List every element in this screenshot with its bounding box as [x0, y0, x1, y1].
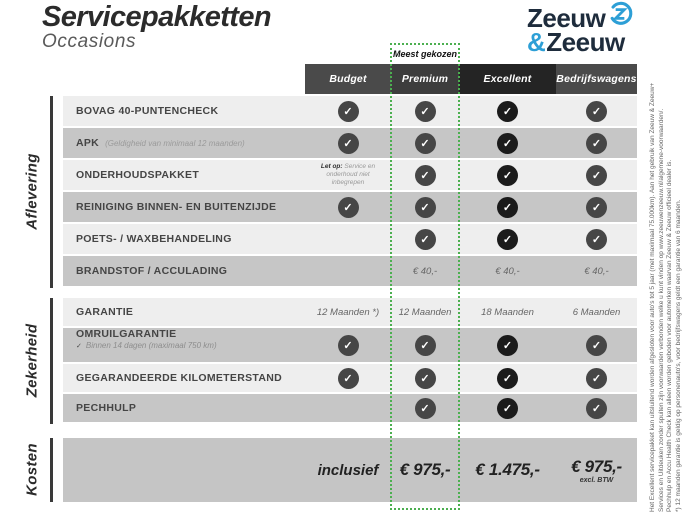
check-icon: ✓	[497, 133, 518, 154]
table-row-pechhulp	[63, 394, 637, 422]
row-label: REINIGING BINNEN- EN BUITENZIJDE	[76, 201, 277, 213]
row-label: BOVAG 40-PUNTENCHECK	[76, 105, 219, 117]
check-icon: ✓	[497, 101, 518, 122]
check-icon: ✓	[586, 229, 607, 250]
check-icon: ✓	[586, 101, 607, 122]
check-icon: ✓	[415, 335, 436, 356]
check-icon: ✓	[415, 398, 436, 419]
column-header-bedrijfswagens: Bedrijfswagens	[556, 64, 637, 94]
check-icon: ✓	[415, 165, 436, 186]
zeeuw-zeeuw-logo	[527, 2, 633, 57]
check-icon: ✓	[338, 335, 359, 356]
check-icon: ✓	[497, 398, 518, 419]
duration-value: 12 Maanden *)	[316, 306, 380, 318]
zekerheid-bar	[50, 298, 53, 424]
row-label: BRANDSTOF / ACCULADING	[76, 265, 228, 277]
check-icon: ✓	[497, 368, 518, 389]
footnotes	[649, 6, 683, 512]
page-subtitle: Occasions	[42, 31, 137, 52]
table-row-brandstof	[63, 256, 637, 286]
table-row-kosten	[63, 438, 637, 502]
check-icon: ✓	[338, 133, 359, 154]
inclusief-label: inclusief	[317, 461, 379, 479]
footnote-line: Het Excellent servicepakket kan uitsluitend worden afgesloten voor auto's tot 5 jaar (met maximaal 75.000km). Aan het gebruik van Zeeuw & Zeeuw+	[649, 82, 656, 512]
table-header-row	[63, 64, 637, 94]
meest-gekozen-badge: Meest gekozen	[392, 45, 458, 63]
row-label: GARANTIE	[76, 306, 134, 318]
row-label: OMRUILGARANTIE	[76, 328, 177, 340]
row-label: APK	[76, 137, 100, 149]
section-label-kosten: Kosten	[23, 443, 41, 496]
column-header-excellent: Excellent	[459, 64, 556, 94]
footnote-line: Pechhulp en Accu Health Check kan alleen worden geboden voor automerken waarvan Zeeuw & Zeeuw officieel dealer is.	[666, 159, 673, 512]
check-icon: ✓	[338, 368, 359, 389]
check-icon: ✓	[76, 343, 82, 350]
table-row-kilometerstand	[63, 364, 637, 392]
title-block	[42, 1, 271, 53]
row-label: GEGARANDEERDE KILOMETERSTAND	[76, 372, 282, 384]
check-icon: ✓	[415, 197, 436, 218]
check-icon: ✓	[415, 368, 436, 389]
row-note: (Geldigheid van minimaal 12 maanden)	[105, 138, 245, 148]
footnote-line: *) 12 maanden garantie is geldig op personenauto's, voor bedrijfswagens geldt een garantie van 6 maanden.	[674, 199, 682, 512]
row-label: POETS- / WAXBEHANDELING	[76, 233, 232, 245]
table-row-omruilgarantie	[63, 328, 637, 362]
logo-word1: Zeeuw	[527, 2, 606, 33]
check-icon: ✓	[415, 229, 436, 250]
duration-value: 18 Maanden	[481, 306, 534, 318]
price-value: € 40,-	[584, 265, 609, 277]
duration-value: 12 Maanden	[398, 306, 452, 318]
check-icon: ✓	[497, 165, 518, 186]
aflevering-bar	[50, 96, 53, 288]
check-icon: ✓	[338, 101, 359, 122]
row-label: PECHHULP	[76, 402, 137, 414]
check-icon: ✓	[338, 197, 359, 218]
price-value: € 40,-	[412, 265, 438, 277]
table-row-reiniging	[63, 192, 637, 222]
price-value: € 40,-	[495, 265, 520, 277]
footnote-line: Services en Uitdeuken zonder spuiten zijn voorwaarden verbonden welke u kunt vinden op www.zeeuwenzeeuw.nl/algemene-voorwaarden/.	[657, 108, 665, 512]
price-premium: € 975,-	[399, 460, 451, 479]
check-icon: ✓	[415, 101, 436, 122]
table-row-garantie	[63, 298, 637, 326]
z-swoosh-icon	[607, 1, 633, 30]
check-icon: ✓	[497, 197, 518, 218]
check-icon: ✓	[586, 133, 607, 154]
excl-btw-note: excl. BTW	[579, 476, 614, 484]
price-excellent: € 1.475,-	[475, 460, 540, 479]
row-subnote: ✓ Binnen 14 dagen (maximaal 750 km)	[76, 341, 217, 350]
check-icon: ✓	[415, 133, 436, 154]
column-header-budget: Budget	[305, 64, 391, 94]
duration-value: 6 Maanden	[572, 306, 621, 318]
check-icon: ✓	[497, 335, 518, 356]
check-icon: ✓	[586, 335, 607, 356]
logo-ampersand: &	[527, 27, 546, 57]
section-label-zekerheid: Zekerheid	[23, 323, 41, 398]
column-header-premium: Premium	[391, 64, 459, 94]
table-row-poets-wax	[63, 224, 637, 254]
letop-note: Let op: Service en onderhoud niet inbegrepen	[320, 163, 376, 186]
table-row-apk	[63, 128, 637, 158]
table-row-bovag	[63, 96, 637, 126]
check-icon: ✓	[497, 229, 518, 250]
check-icon: ✓	[586, 165, 607, 186]
page-title: Servicepakketten	[42, 1, 271, 33]
table-row-onderhoudspakket	[63, 160, 637, 190]
price-bedrijfswagens: € 975,-	[571, 456, 622, 476]
check-icon: ✓	[586, 398, 607, 419]
check-icon: ✓	[586, 368, 607, 389]
row-label: ONDERHOUDSPAKKET	[76, 169, 200, 181]
kosten-bar	[50, 438, 53, 502]
packages-table	[63, 64, 637, 502]
logo-word2: Zeeuw	[546, 27, 625, 57]
section-label-aflevering: Aflevering	[23, 153, 41, 230]
check-icon: ✓	[586, 197, 607, 218]
